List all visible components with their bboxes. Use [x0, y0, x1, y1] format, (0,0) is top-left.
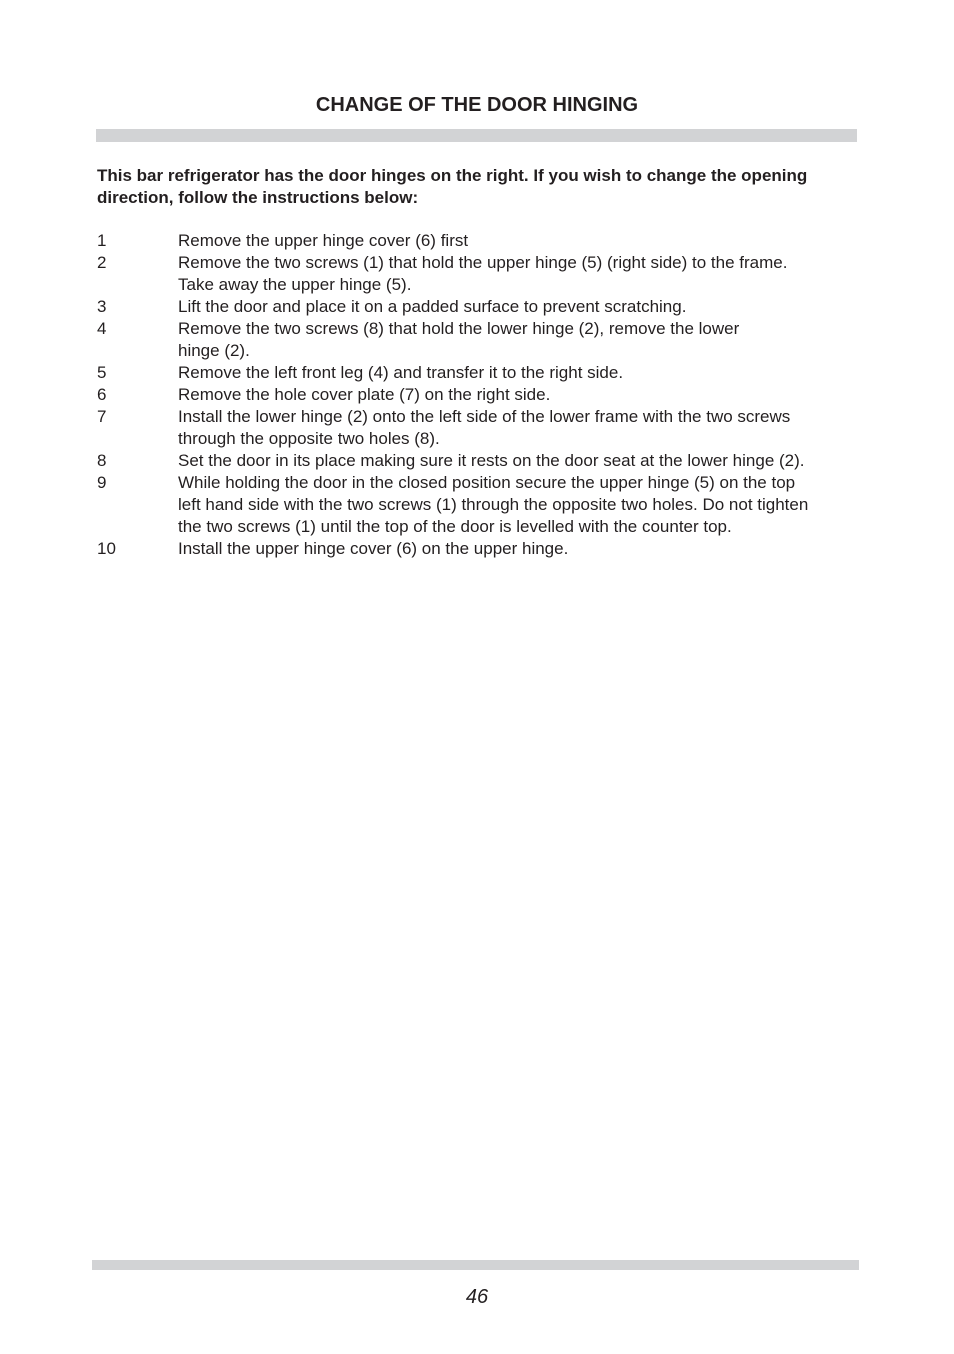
step-line: Lift the door and place it on a padded surface to prevent scratching. — [178, 297, 687, 316]
step-line: left hand side with the two screws (1) through the opposite two holes. Do not tighten — [178, 495, 809, 514]
step-text — [178, 230, 867, 252]
step-number: 7 — [97, 407, 107, 426]
step-text — [178, 450, 867, 472]
step-line: the two screws (1) until the top of the door is levelled with the counter top. — [178, 517, 732, 536]
step-item — [97, 538, 867, 560]
step-number: 6 — [97, 385, 107, 404]
step-item — [97, 230, 867, 252]
step-text — [178, 296, 867, 318]
page-title: CHANGE OF THE DOOR HINGING — [315, 94, 639, 116]
step-line: Remove the two screws (1) that hold the upper hinge (5) (right side) to the frame. — [178, 253, 788, 272]
step-item — [97, 406, 867, 450]
intro-paragraph — [97, 165, 862, 209]
bottom-divider-bar — [92, 1260, 859, 1270]
step-line: Remove the upper hinge cover (6) first — [178, 231, 469, 250]
step-line: Remove the hole cover plate (7) on the right side. — [178, 385, 551, 404]
step-line: Take away the upper hinge (5). — [178, 275, 412, 294]
step-number: 8 — [97, 451, 107, 470]
step-number: 2 — [97, 253, 107, 272]
step-line: Remove the left front leg (4) and transfer it to the right side. — [178, 363, 624, 382]
step-item — [97, 472, 867, 538]
intro-line: direction, follow the instructions below: — [97, 188, 419, 207]
step-item — [97, 384, 867, 406]
step-number: 3 — [97, 297, 107, 316]
step-text — [178, 318, 867, 362]
step-item — [97, 318, 867, 362]
step-text — [178, 538, 867, 560]
step-item — [97, 362, 867, 384]
step-text — [178, 252, 867, 296]
step-line: hinge (2). — [178, 341, 250, 360]
step-number: 4 — [97, 319, 107, 338]
intro-line: This bar refrigerator has the door hinges on the right. If you wish to change the opening — [97, 166, 808, 185]
step-text — [178, 362, 867, 384]
step-text — [178, 406, 867, 450]
step-item — [97, 450, 867, 472]
step-text — [178, 384, 867, 406]
step-number: 10 — [97, 539, 116, 558]
top-divider-bar — [96, 129, 857, 142]
step-number: 9 — [97, 473, 107, 492]
step-text — [178, 472, 867, 538]
step-item — [97, 252, 867, 296]
step-item — [97, 296, 867, 318]
page-number: 46 — [465, 1286, 489, 1308]
step-number: 1 — [97, 231, 107, 250]
step-line: While holding the door in the closed position secure the upper hinge (5) on the top — [178, 473, 796, 492]
step-line: Set the door in its place making sure it rests on the door seat at the lower hinge (2). — [178, 451, 805, 470]
step-line: Install the upper hinge cover (6) on the upper hinge. — [178, 539, 569, 558]
step-line: Install the lower hinge (2) onto the left side of the lower frame with the two screws — [178, 407, 791, 426]
step-line: Remove the two screws (8) that hold the lower hinge (2), remove the lower — [178, 319, 740, 338]
instruction-steps-list — [97, 230, 867, 560]
step-number: 5 — [97, 363, 107, 382]
step-line: through the opposite two holes (8). — [178, 429, 440, 448]
